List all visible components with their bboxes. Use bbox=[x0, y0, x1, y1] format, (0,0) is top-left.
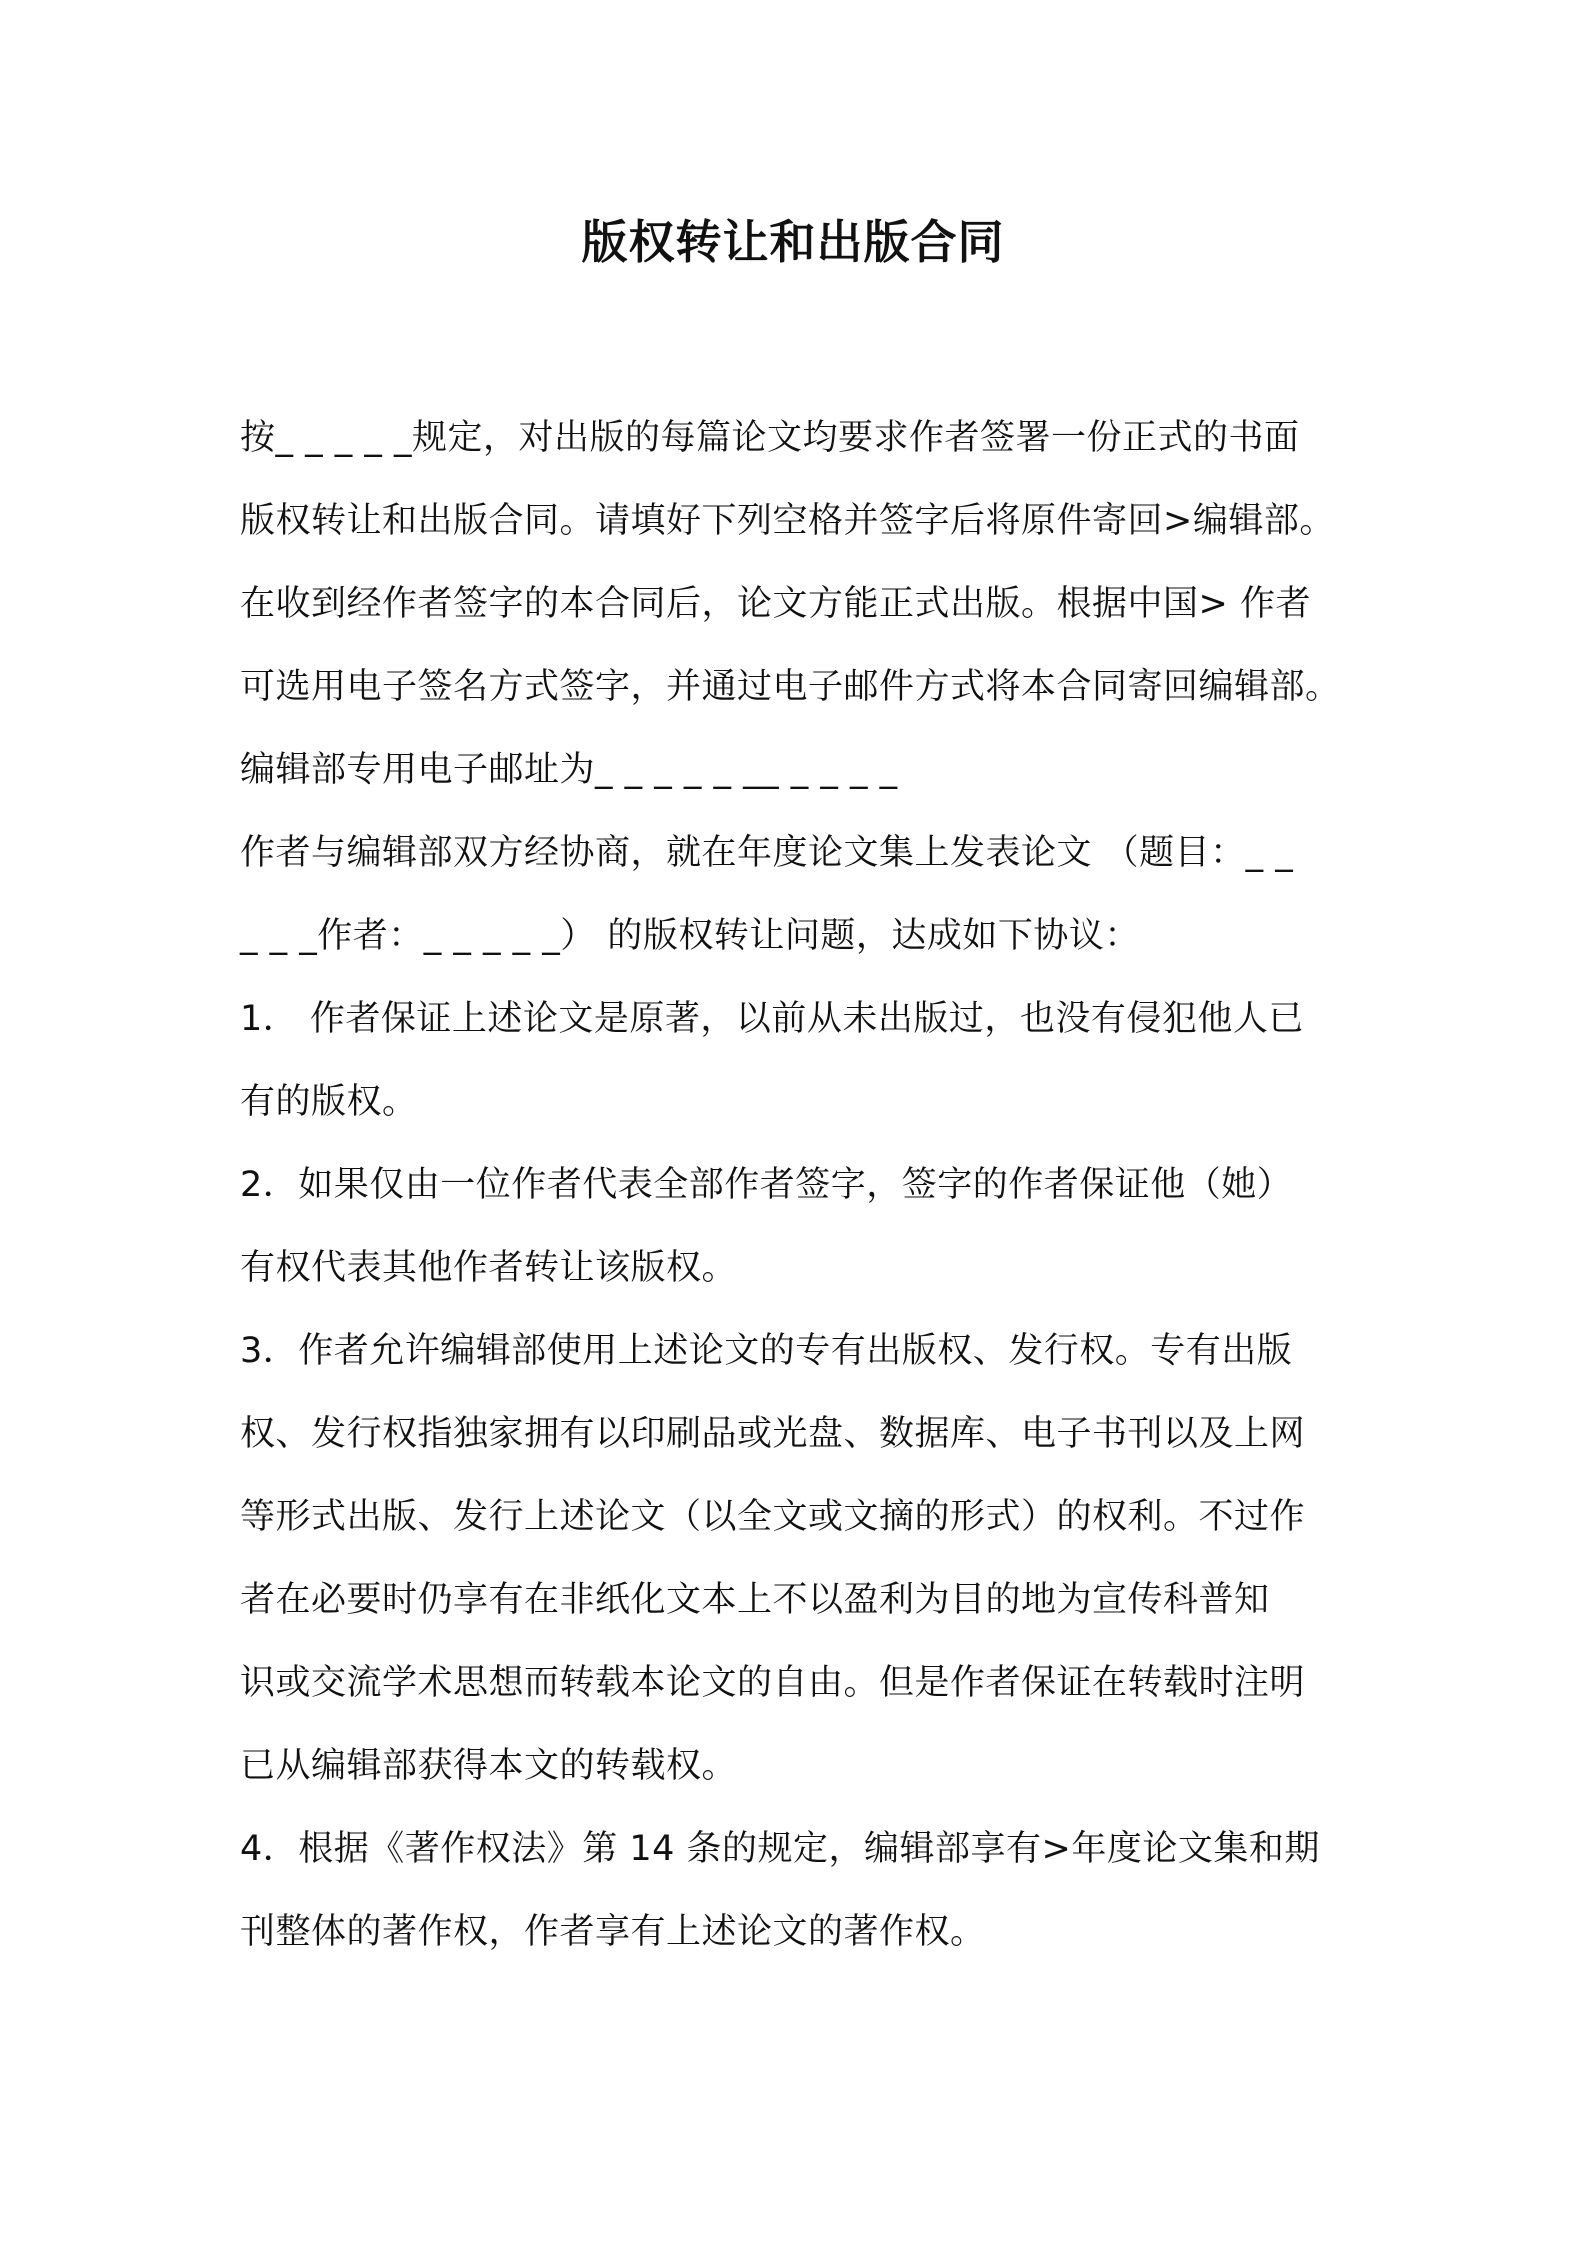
clause-3-line-6: 已从编辑部获得本文的转载权。 bbox=[240, 1746, 738, 1786]
clause-3-line-4: 者在必要时仍享有在非纸化文本上不以盈利为目的地为宣传科普知 bbox=[240, 1580, 1270, 1620]
document-title: 版权转让和出版合同 bbox=[581, 215, 1005, 269]
body-line-3: 在收到经作者签字的本合同后，论文方能正式出版。根据中国> 作者 bbox=[240, 584, 1311, 624]
clause-1-line-1: 1． 作者保证上述论文是原著，以前从未出版过，也没有侵犯他人已 bbox=[240, 999, 1304, 1039]
clause-1-line-2: 有的版权。 bbox=[240, 1082, 418, 1122]
body-line-6: 作者与编辑部双方经协商，就在年度论文集上发表论文 （题目：_ _ bbox=[240, 833, 1294, 873]
clause-3-line-5: 识或交流学术思想而转载本论文的自由。但是作者保证在转载时注明 bbox=[240, 1663, 1306, 1703]
body-line-1: 按_ _ _ _ _规定，对出版的每篇论文均要求作者签署一份正式的书面 bbox=[240, 418, 1300, 458]
body-line-7: _ _ _作者：_ _ _ _ _） 的版权转让问题，达成如下协议： bbox=[240, 916, 1140, 956]
clause-3-line-3: 等形式出版、发行上述论文（以全文或文摘的形式）的权利。不过作 bbox=[240, 1497, 1306, 1537]
clause-2-line-2: 有权代表其他作者转让该版权。 bbox=[240, 1248, 738, 1288]
body-line-4: 可选用电子签名方式签字，并通过电子邮件方式将本合同寄回编辑部。 bbox=[240, 667, 1341, 707]
clause-3-line-1: 3．作者允许编辑部使用上述论文的专有出版权、发行权。专有出版 bbox=[240, 1331, 1293, 1371]
body-line-5: 编辑部专用电子邮址为_ _ _ _ _ __ _ _ _ _ bbox=[240, 750, 898, 790]
clause-3-line-2: 权、发行权指独家拥有以印刷品或光盘、数据库、电子书刊以及上网 bbox=[240, 1414, 1306, 1454]
body-line-2: 版权转让和出版合同。请填好下列空格并签字后将原件寄回>编辑部。 bbox=[240, 501, 1335, 541]
clause-4-line-2: 刊整体的著作权，作者享有上述论文的著作权。 bbox=[240, 1912, 986, 1952]
clause-2-line-1: 2．如果仅由一位作者代表全部作者签字，签字的作者保证他（她） bbox=[240, 1165, 1293, 1205]
clause-4-line-1: 4．根据《著作权法》第 14 条的规定，编辑部享有>年度论文集和期 bbox=[240, 1829, 1320, 1869]
